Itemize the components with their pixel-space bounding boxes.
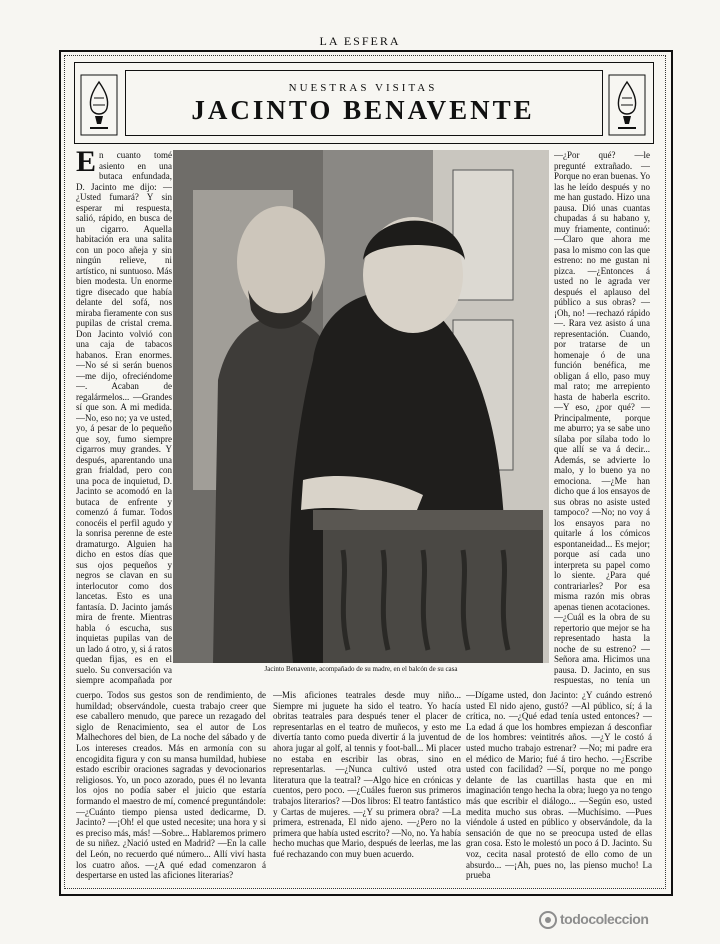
running-head: LA ESFERA: [319, 34, 401, 48]
watermark: todocoleccion: [560, 911, 649, 927]
left-column: [76, 150, 172, 685]
bottom-column-1: cuerpo. Todos sus gestos son de rendimiento, de humildad; observándole, cuesta trabajo creer que ese caballero menudo, que parece un rezagado del siglo de Renacimiento, sea el autor de Los Malhechores del bien, de La noche del sábado y de Los intereses creados. Más en armonía con su encogidita figura y con su mansa humildad, hubiese estado escribir oraciones sagradas y devocionarios religiosos. Yo, un poco azorado, pues él no levanta los ojos no podía saber el juicio que estaría formando el maestro de mí, comencé preguntándole: —¿Cuánto tiempo piensa usted dedicarme, D. Jacinto? —¡Oh! el que usted necesite; una hora y si es preciso más, más! —Sobre... Hablaremos primero de su niñez. ¿Nació usted en Madrid? —En la calle del León, no recuerdo qué número... Allí viví hasta los cuatro años. —¿A qué edad comenzaron á despertarse en usted las aficiones literarias?: [76, 690, 266, 880]
bottom-column-3: —Dígame usted, don Jacinto: ¿Y cuándo estrenó usted El nido ajeno, gustó? —Al público, sí; á la crítica, no. —¿Qué edad tenía usted entonces? —La edad á que los hombres empiezan á desconfiar de los hombres: veintitrés años. —¿Y le costó á usted mucho trabajo estrenar? —No; mi padre era el médico de Mario; fué á tiro hecho. —¿Escribe usted con facilidad? —Sí, porque no me pongo delante de las cuartillas hasta que en mi imaginación tengo hecha la obra; luego ya no tengo más que escribir el diálogo... —Según eso, usted medita mucho sus obras. —Muchísimo. —Pues viéndole á usted en público y observándole, da la sensación de que no se preocupa usted de ellas gran cosa. Esto le molestó un poco á D. Jacinto. Su voz, cecita nasal protestó de ello como de un absurdo... —¡Ah, pues no, las pienso mucho! La prueba: [466, 690, 652, 880]
photo-caption: Jacinto Benavente, acompañado de su madre, en el balcón de su casa: [264, 665, 458, 673]
bottom-column-2: —Mis aficiones teatrales desde muy niño... Siempre mi juguete ha sido el teatro. Yo hacía obritas teatrales para después tener el placer de representarlas en el teatro de muñecos, y esto me divertía tanto como pueda divertir á la juventud de ahora jugar al golf, al tennis y foot-ball... Mi placer no estaba en escribir las obras, sino en representarlas. —¿Nunca cultivó usted otra literatura que la teatral? —Algo hice en crónicas y cuentos, pero poco. —¿Cuáles fueron sus primeros trabajos literarios? —Dos libros: El teatro fantástico y Cartas de mujeres. —¿Y su primera obra? —La primera, estrenada, El nido ajeno. —¿Pero no la primera que había usted escrito? —No, no. Ya había hecho muchas que Mario, después de leerlas, me las fué rechazando con muy buen acuerdo.: [273, 690, 461, 859]
right-column: —¿Por qué? —le pregunté extrañado. —Porque no eran buenas. Yo las he leído después y no me han gustado. Hizo una pausa. Dió unas cuantas chupadas á su habano y, muy friamente, continuó: —Claro que ahora me pasa lo mismo con las que estreno: no me gustan ni pizca. —¿Entonces á usted no le agrada ver después el aplauso del público a sus obras? —¡Oh, no! —rechazó rápido—. Rara vez asisto á una representación. Cuando, por tratarse de un homenaje ó de una función benéfica, me obligan á ello, paso muy mal rato; me arrepiento hasta de haberla escrito. —Y eso, ¿por qué? —Principalmente, porque me aburro; ya se sabe uno sílaba por sílaba todo lo que allí se va á decir... Además, se advierte lo malo, y lo bueno ya no emociona. —¿Me han dicho que á los ensayos de sus obras no asiste usted tampoco? —No; no voy á los ensayos para no quitarle á los cómicos espontaneidad... Es mejor; porque así cada uno interpreta su papel como lo siente. ¿Para qué contrariarles? Por esa misma razón mis obras apenas tienen acotaciones. —¿Cuál es la obra de su repertorio que mejor se ha representado hasta la noche de su estreno? —Señora ama. Hicimos una pausa. D. Jacinto, en sus respuestas, no tenía un: [554, 150, 650, 685]
urn-ornament-right-icon: [608, 74, 646, 136]
article-title: JACINTO BENAVENTE: [191, 95, 535, 125]
urn-ornament-left-icon: [80, 74, 118, 136]
portrait-photo: [173, 150, 549, 663]
left-column-text: n cuanto tomé asiento en una butaca enfundada, D. Jacinto me dijo: —¿Usted fumará? Y sin esperar mi respuesta, salió, rápido, en busca de un cigarro. Aquella habitación era una salita con un poco añeja y sin ningún relieve, ni artístico, ni suntuoso. Más bien modesta. Un enorme tigre disecado que había delante del sofá, nos miraba fieramente con sus pupilas de cristal crema. Don Jacinto volvió con una caja de tabacos habanos. Eran enormes. —No sé si serán buenos —me dijo, ofreciéndome—. Acaban de regalármelos... —Grandes sí que son. A mi medida. —No, eso no; ya ve usted, yo, á pesar de lo pequeño que soy, fumo siempre cigarros muy grandes. Y después, aparentando una gran frialdad, pero con una poca de inquietud, D. Jacinto se acomodó en la butaca de enfrente y comenzó á fumar. Todos conocéis el perfil agudo y la sonrisa perenne de este dramaturgo. Alguien ha dicho en estos días que sus ojos pequeños y negros se clavan en su interlocutor como dos lancetas. Esto es una fantasía. D. Jacinto jamás mira de frente. Mientras habla ó escucha, sus inquietas pupilas van de un lado á otro, y, si á ratos quedan fijas, es en el suelo. Su conversación va siempre acompañada por: [76, 150, 172, 685]
watermark-logo-icon: [538, 910, 558, 930]
section-kicker: NUESTRAS VISITAS: [288, 82, 438, 94]
drop-cap: E: [76, 150, 97, 178]
